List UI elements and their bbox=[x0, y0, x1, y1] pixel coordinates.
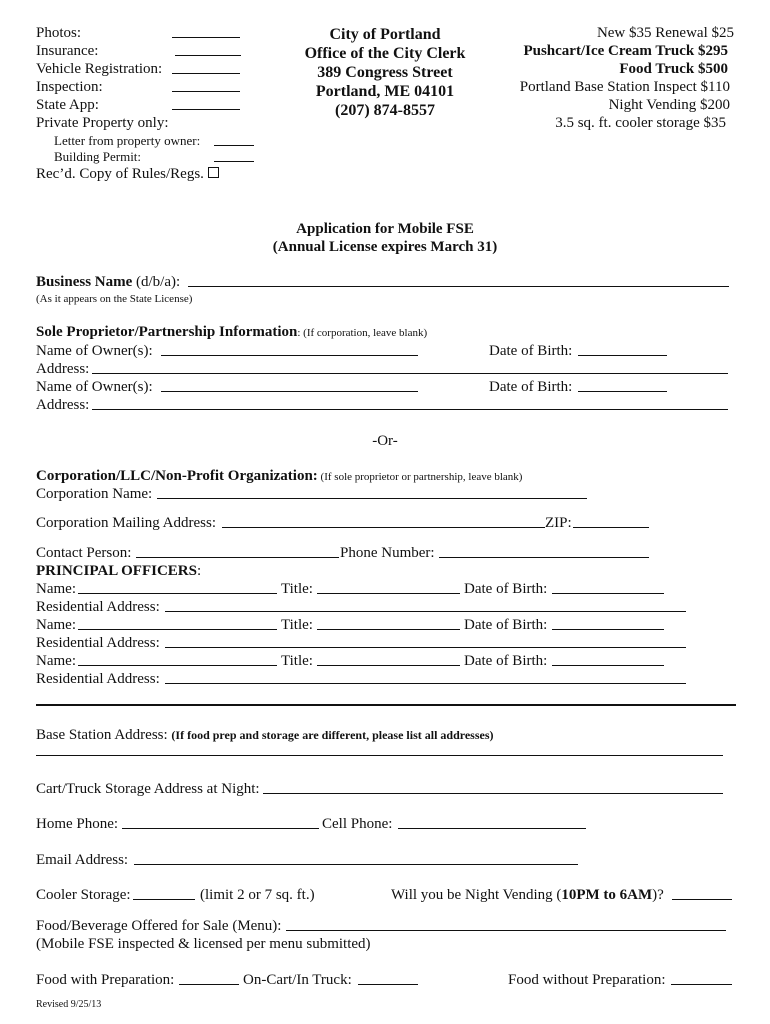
rules-row bbox=[36, 165, 219, 183]
letter-label: Letter from property owner: bbox=[54, 133, 201, 148]
food-with-prep-label: Food with Preparation: bbox=[36, 972, 175, 988]
officer2-name-field[interactable] bbox=[78, 616, 277, 630]
vehicle-registration-label: Vehicle Registration: bbox=[36, 61, 163, 77]
zip-label: ZIP: bbox=[545, 515, 572, 531]
fee-cooler: 3.5 sq. ft. cooler storage $35 bbox=[555, 115, 726, 131]
revised-date: Revised 9/25/13 bbox=[36, 999, 102, 1010]
officer2-residential-field[interactable] bbox=[165, 634, 686, 648]
business-name-row bbox=[36, 273, 180, 291]
oncart-label: On-Cart/In Truck: bbox=[243, 972, 352, 988]
office-header bbox=[270, 25, 500, 120]
corp-note: (If sole proprietor or partnership, leave blank) bbox=[317, 471, 523, 483]
sole-note: : (If corporation, leave blank) bbox=[297, 327, 428, 339]
officer1-title-label: Title: bbox=[281, 581, 313, 597]
corp-heading-row bbox=[36, 467, 522, 486]
owner2-label: Name of Owner(s): bbox=[36, 379, 153, 395]
phone-field[interactable] bbox=[439, 544, 649, 558]
officer2-dob-field[interactable] bbox=[552, 616, 664, 630]
office-street: 389 Congress Street bbox=[317, 64, 453, 81]
state-app-row bbox=[36, 96, 99, 114]
private-property-label: Private Property only: bbox=[36, 115, 169, 131]
rules-checkbox[interactable] bbox=[208, 167, 219, 178]
insurance-label: Insurance: bbox=[36, 43, 99, 59]
officer2-title-label: Title: bbox=[281, 617, 313, 633]
email-label: Email Address: bbox=[36, 852, 129, 868]
letter-field[interactable] bbox=[214, 132, 254, 146]
officer3-residential-label: Residential Address: bbox=[36, 671, 160, 687]
cart-storage-field[interactable] bbox=[263, 780, 723, 794]
food-without-prep-label: Food without Preparation: bbox=[508, 972, 666, 988]
officer1-dob-field[interactable] bbox=[552, 580, 664, 594]
base-station-label: Base Station Address: bbox=[36, 727, 172, 743]
officer2-title-field[interactable] bbox=[317, 616, 460, 630]
officer3-name-field[interactable] bbox=[78, 652, 277, 666]
food-with-prep-field[interactable] bbox=[179, 971, 239, 985]
officer1-name-field[interactable] bbox=[78, 580, 277, 594]
office-citystate: Portland, ME 04101 bbox=[315, 83, 455, 100]
phone-label: Phone Number: bbox=[340, 545, 435, 561]
state-app-field[interactable] bbox=[172, 96, 240, 110]
owner2-address-field[interactable] bbox=[92, 396, 728, 410]
night-vending-hours: 10PM to 6AM bbox=[561, 887, 653, 903]
photos-field[interactable] bbox=[172, 24, 240, 38]
cooler-limit: (limit 2 or 7 sq. ft.) bbox=[200, 887, 315, 903]
vehicle-registration-field[interactable] bbox=[172, 60, 240, 74]
officer2-dob-label: Date of Birth: bbox=[464, 617, 548, 633]
owner1-address-field[interactable] bbox=[92, 360, 728, 374]
contact-field[interactable] bbox=[136, 544, 339, 558]
night-vending-q3: )? bbox=[652, 887, 664, 903]
office-name: Office of the City Clerk bbox=[304, 45, 466, 62]
state-app-label: State App: bbox=[36, 97, 99, 113]
corp-mailing-field[interactable] bbox=[222, 514, 545, 528]
officer1-title-field[interactable] bbox=[317, 580, 460, 594]
owner1-address-label: Address: bbox=[36, 361, 90, 377]
owner1-label: Name of Owner(s): bbox=[36, 343, 153, 359]
building-permit-label: Building Permit: bbox=[54, 149, 142, 164]
home-phone-field[interactable] bbox=[122, 815, 319, 829]
officers-heading: PRINCIPAL OFFICERS bbox=[36, 563, 197, 579]
insurance-row bbox=[36, 42, 98, 60]
section-divider bbox=[36, 704, 736, 706]
menu-note: (Mobile FSE inspected & licensed per menu submitted) bbox=[36, 936, 371, 952]
oncart-field[interactable] bbox=[358, 971, 418, 985]
insurance-field[interactable] bbox=[175, 42, 241, 56]
menu-field[interactable] bbox=[286, 917, 726, 931]
night-vending-question bbox=[391, 886, 664, 904]
cooler-field[interactable] bbox=[133, 886, 195, 900]
corp-heading: Corporation/LLC/Non-Profit Organization: bbox=[36, 468, 318, 484]
officer1-residential-label: Residential Address: bbox=[36, 599, 160, 615]
owner2-address-label: Address: bbox=[36, 397, 90, 413]
officer3-residential-field[interactable] bbox=[165, 670, 686, 684]
night-vending-q1: Will you be Night Vending ( bbox=[391, 887, 562, 903]
officer1-dob-label: Date of Birth: bbox=[464, 581, 548, 597]
vehicle-registration-row bbox=[36, 60, 162, 78]
cooler-label: Cooler Storage: bbox=[36, 887, 131, 903]
officer1-name-label: Name: bbox=[36, 581, 76, 597]
menu-label: Food/Beverage Offered for Sale (Menu): bbox=[36, 918, 282, 934]
fee-pushcart: Pushcart/Ice Cream Truck $295 bbox=[523, 43, 728, 59]
fee-food-truck: Food Truck $500 bbox=[619, 61, 728, 77]
corp-name-field[interactable] bbox=[157, 485, 587, 499]
sole-heading: Sole Proprietor/Partnership Information bbox=[36, 324, 298, 340]
officer3-dob-label: Date of Birth: bbox=[464, 653, 548, 669]
fee-base-station: Portland Base Station Inspect $110 bbox=[519, 79, 730, 95]
officers-heading-row bbox=[36, 562, 201, 580]
officers-colon: : bbox=[197, 563, 202, 579]
owner2-field[interactable] bbox=[161, 378, 418, 392]
officer2-residential-label: Residential Address: bbox=[36, 635, 160, 651]
inspection-label: Inspection: bbox=[36, 79, 103, 95]
photos-row bbox=[36, 24, 81, 42]
sole-heading-row bbox=[36, 323, 427, 342]
food-without-prep-field[interactable] bbox=[671, 971, 732, 985]
form-subtitle: (Annual License expires March 31) bbox=[272, 239, 498, 255]
home-phone-label: Home Phone: bbox=[36, 816, 119, 832]
contact-label: Contact Person: bbox=[36, 545, 132, 561]
officer3-dob-field[interactable] bbox=[552, 652, 664, 666]
business-name-field[interactable] bbox=[188, 273, 729, 287]
base-station-note: (If food prep and storage are different, please list all addresses) bbox=[171, 728, 494, 742]
rules-label: Rec’d. Copy of Rules/Regs. bbox=[36, 166, 204, 182]
cell-phone-label: Cell Phone: bbox=[322, 816, 393, 832]
inspection-field[interactable] bbox=[172, 78, 240, 92]
owner2-dob-label: Date of Birth: bbox=[489, 379, 573, 395]
officer3-title-label: Title: bbox=[281, 653, 313, 669]
officer3-title-field[interactable] bbox=[317, 652, 460, 666]
corp-mailing-label: Corporation Mailing Address: bbox=[36, 515, 216, 531]
corp-name-label: Corporation Name: bbox=[36, 486, 153, 502]
cart-storage-label: Cart/Truck Storage Address at Night: bbox=[36, 781, 260, 797]
owner1-field[interactable] bbox=[161, 342, 418, 356]
cell-phone-field[interactable] bbox=[398, 815, 586, 829]
form-title: Application for Mobile FSE bbox=[296, 221, 474, 237]
office-city: City of Portland bbox=[329, 26, 441, 43]
zip-field[interactable] bbox=[573, 514, 649, 528]
business-name-label: Business Name bbox=[36, 274, 133, 290]
owner1-dob-label: Date of Birth: bbox=[489, 343, 573, 359]
fee-night-vending: Night Vending $200 bbox=[608, 97, 730, 113]
inspection-row bbox=[36, 78, 103, 96]
officer3-name-label: Name: bbox=[36, 653, 76, 669]
building-permit-field[interactable] bbox=[214, 148, 254, 162]
officer2-name-label: Name: bbox=[36, 617, 76, 633]
owner2-dob-field[interactable] bbox=[578, 378, 667, 392]
night-vending-field[interactable] bbox=[672, 886, 732, 900]
business-name-suffix: (d/b/a): bbox=[132, 274, 181, 290]
owner1-dob-field[interactable] bbox=[578, 342, 667, 356]
base-station-field[interactable] bbox=[36, 742, 723, 756]
or-divider: -Or- bbox=[372, 433, 398, 449]
office-phone: (207) 874-8557 bbox=[335, 102, 435, 119]
photos-label: Photos: bbox=[36, 25, 82, 41]
business-name-note: (As it appears on the State License) bbox=[36, 293, 193, 305]
email-field[interactable] bbox=[134, 851, 578, 865]
fee-new-renewal: New $35 Renewal $25 bbox=[596, 25, 734, 41]
officer1-residential-field[interactable] bbox=[165, 598, 686, 612]
